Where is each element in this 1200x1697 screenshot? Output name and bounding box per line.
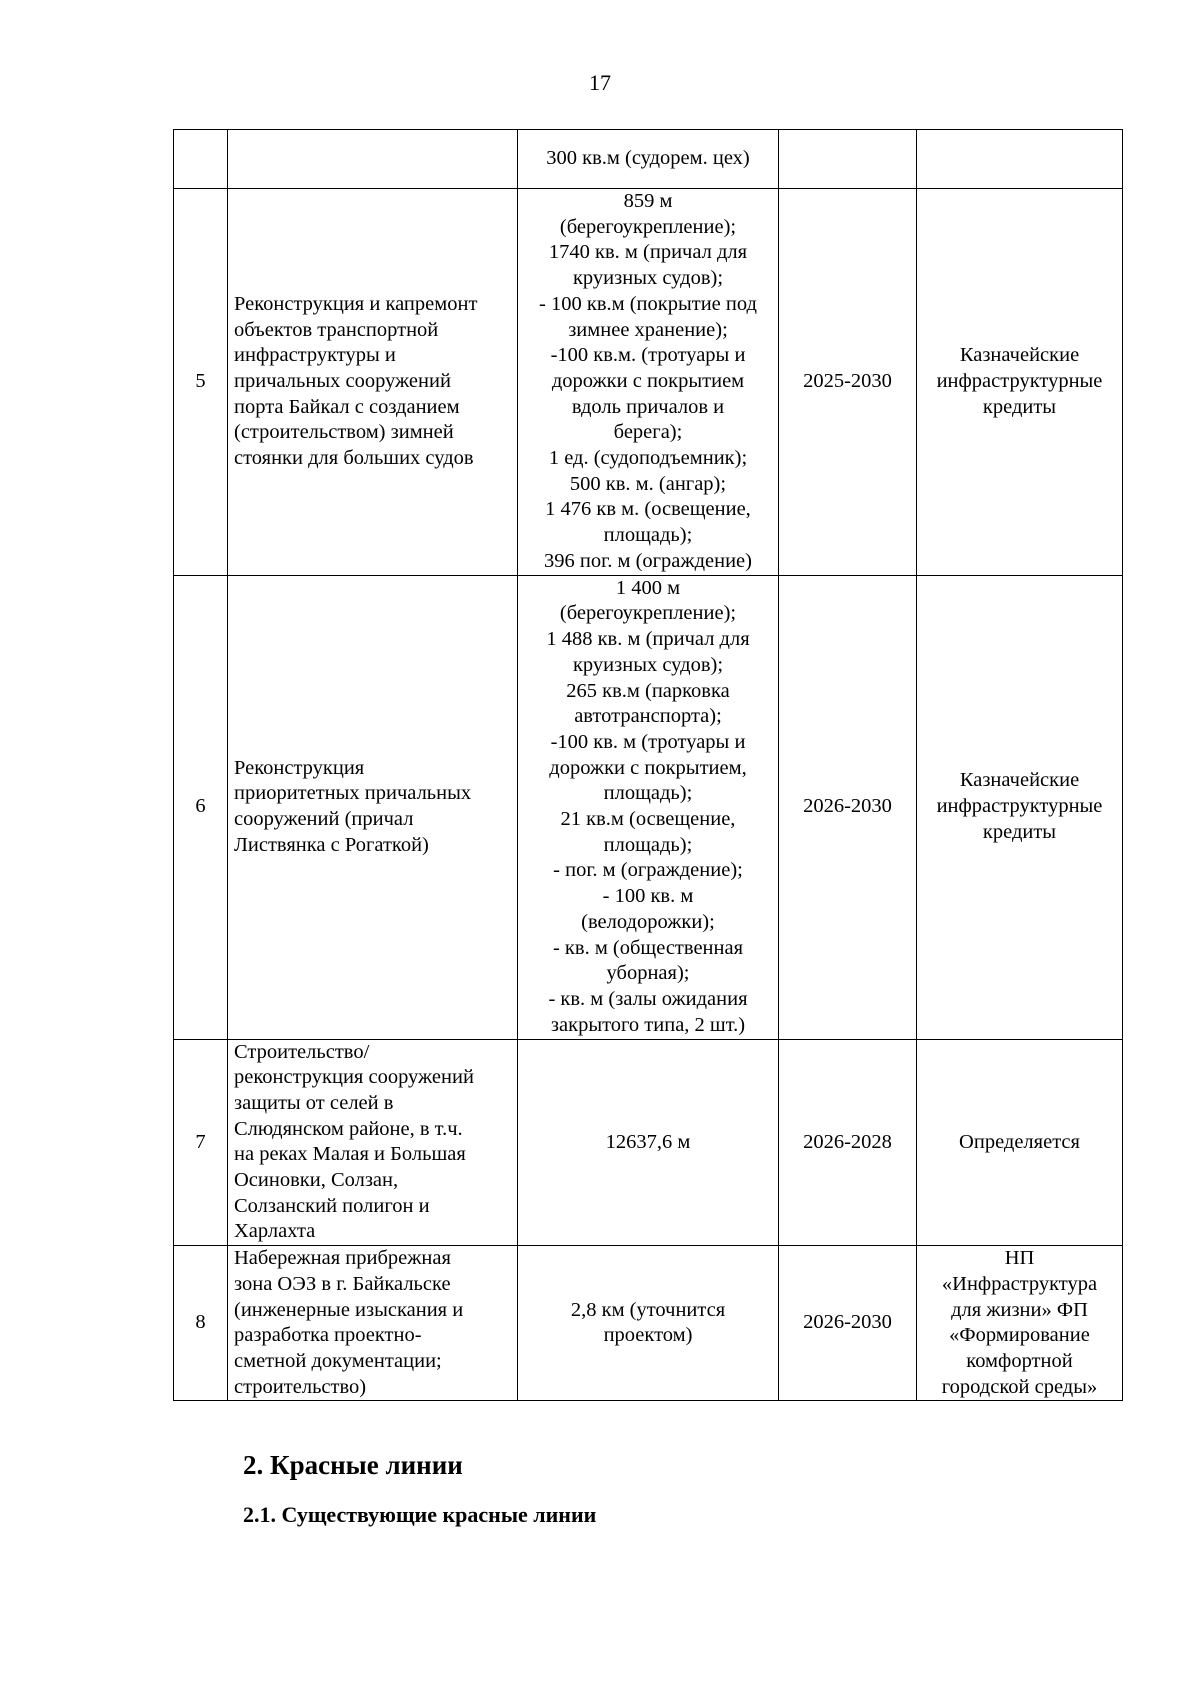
cell-text-line: -100 кв.м. (тротуары и (550, 344, 746, 367)
cell-text-line: уборная); (606, 962, 690, 985)
cell-text-line: Казначейские (959, 769, 1080, 792)
work-name-cell (228, 130, 518, 189)
row-number-cell (174, 130, 228, 189)
cell-text-line: - 100 кв.м (покрытие под (539, 292, 757, 315)
cell-text-line: строительство) (234, 1375, 367, 1398)
cell-text-line: инфраструктурные (936, 795, 1103, 818)
row-number-cell: 8 (174, 1246, 228, 1401)
cell-text-line: 21 кв.м (освещение, (560, 808, 736, 831)
work-period-cell (779, 130, 917, 189)
cell-text-line: 1 400 м (615, 576, 681, 599)
cell-text-line: (берегоукрепление); (559, 602, 737, 625)
cell-text-line: Осиновки, Солзан, (234, 1169, 399, 1192)
cell-text-line: кредиты (982, 395, 1057, 418)
cell-text-line: инфраструктуры и (234, 344, 396, 367)
cell-text-line: -100 кв. м (тротуары и (550, 730, 746, 753)
cell-text-line: (велодорожки); (581, 910, 715, 933)
cell-text-line: порта Байкал с созданием (234, 395, 460, 418)
cell-text-line: НП (1004, 1247, 1035, 1270)
work-name-cell (228, 575, 518, 1039)
work-period-cell: 2025-2030 (779, 189, 917, 576)
cell-text-line: объектов транспортной (234, 318, 439, 341)
cell-text-line: круизных судов); (572, 267, 724, 290)
cell-text-line: разработка проектно- (234, 1324, 422, 1347)
cell-text-line: зимнее хранение); (568, 318, 728, 341)
cell-text-line: закрытого типа, 2 шт.) (550, 1013, 746, 1036)
cell-text-line: Харлахта (234, 1220, 316, 1243)
work-volume-cell (518, 575, 779, 1039)
funding-source-cell (917, 1039, 1123, 1246)
cell-text-line: «Инфраструктура (941, 1272, 1098, 1295)
work-volume-cell (518, 1039, 779, 1246)
cell-text-line: Слюдянском районе, в т.ч. (234, 1117, 463, 1140)
cell-text-line: 12637,6 м (605, 1130, 691, 1153)
cell-text-line: дорожки с покрытием, (549, 756, 747, 779)
cell-text-line: защиты от селей в (234, 1091, 394, 1114)
cell-text-line: 1 ед. (судоподъемник); (548, 447, 748, 470)
cell-text-line: площадь); (603, 782, 693, 805)
work-name-cell (228, 1246, 518, 1401)
cell-text-line: Солзанский полигон и (234, 1194, 430, 1217)
table-row (174, 575, 1123, 1039)
cell-text-line: 265 кв.м (парковка (566, 679, 730, 702)
cell-text-line: реконструкция сооружений (234, 1066, 474, 1089)
cell-text-line: «Формирование (949, 1324, 1090, 1347)
funding-source-cell (917, 1246, 1123, 1401)
cell-text-line: на реках Малая и Большая (234, 1143, 466, 1166)
funding-source-cell (917, 130, 1123, 189)
cell-text-line: Определяется (959, 1130, 1080, 1153)
cell-text-line: вдоль причалов и (571, 395, 725, 418)
work-period-cell: 2026-2030 (779, 1246, 917, 1401)
cell-text-line: 1740 кв. м (причал для (548, 241, 748, 264)
cell-text-line: инфраструктурные (936, 369, 1103, 392)
row-number-cell: 6 (174, 575, 228, 1039)
cell-text-line: приоритетных причальных (234, 782, 472, 805)
cell-text-line: 1 488 кв. м (причал для (546, 628, 750, 651)
works-table (173, 129, 1123, 1401)
table-row (174, 1039, 1123, 1246)
cell-text-line: площадь); (603, 524, 693, 547)
row-number-cell: 7 (174, 1039, 228, 1246)
cell-text-line: 859 м (623, 190, 673, 212)
cell-text-line: 500 кв. м. (ангар); (569, 472, 727, 495)
cell-text-line: берега); (613, 421, 683, 444)
cell-text-line: для жизни» ФП (951, 1298, 1088, 1321)
cell-text-line: (берегоукрепление); (559, 215, 737, 238)
work-period-cell: 2026-2030 (779, 575, 917, 1039)
cell-text-line: комфортной (966, 1349, 1073, 1372)
cell-text-line: дорожки с покрытием (551, 369, 745, 392)
cell-text-line: площадь); (603, 833, 693, 856)
section-heading: 2. Красные линии (243, 1450, 463, 1480)
cell-text-line: сооружений (причал (234, 808, 414, 831)
cell-text-line: кредиты (982, 820, 1057, 843)
cell-text-line: зона ОЭЗ в г. Байкальске (234, 1272, 451, 1295)
cell-text-line: Листвянка с Рогаткой) (234, 833, 429, 856)
row-number-cell: 5 (174, 189, 228, 576)
cell-text-line: Реконструкция (234, 756, 365, 779)
funding-source-cell (917, 575, 1123, 1039)
table-row (174, 189, 1123, 576)
cell-text-line: - кв. м (залы ожидания (548, 987, 748, 1010)
cell-text-line: - 100 кв. м (602, 885, 694, 908)
work-volume-cell (518, 189, 779, 576)
cell-text-line: причальных сооружений (234, 369, 451, 392)
work-period-cell: 2026-2028 (779, 1039, 917, 1246)
page-number: 17 (589, 70, 611, 95)
work-name-cell (228, 189, 518, 576)
cell-text-line: 2,8 км (уточнится (570, 1298, 726, 1321)
section-subheading: 2.1. Существующие красные линии (243, 1502, 597, 1527)
cell-text-line: Набережная прибрежная (234, 1247, 451, 1270)
cell-text-line: Строительство/ (234, 1040, 370, 1063)
funding-source-cell (917, 189, 1123, 576)
cell-text-line: сметной документации; (234, 1349, 442, 1372)
work-volume-cell (518, 1246, 779, 1401)
cell-text-line: Казначейские (959, 344, 1080, 367)
cell-text-line: Реконструкция и капремонт (234, 292, 478, 315)
work-name-cell (228, 1039, 518, 1246)
cell-text-line: городской среды» (941, 1375, 1098, 1398)
cell-text-line: стоянки для больших судов (234, 447, 474, 470)
cell-text-line: автотранспорта); (574, 705, 722, 728)
cell-text-line: - кв. м (общественная (552, 936, 744, 959)
table-row (174, 130, 1123, 189)
cell-text-line: - пог. м (ограждение); (553, 859, 743, 882)
table-row (174, 1246, 1123, 1401)
cell-text-line: (строительством) зимней (234, 421, 454, 444)
cell-text-line: круизных судов); (572, 653, 724, 676)
work-volume-cell (518, 130, 779, 189)
works-table-body (174, 130, 1123, 1401)
cell-text-line: 300 кв.м (судорем. цех) (546, 147, 750, 170)
cell-text-line: 396 пог. м (ограждение) (544, 549, 752, 572)
cell-text-line: проектом) (603, 1324, 693, 1347)
cell-text-line: (инженерные изыскания и (234, 1298, 464, 1321)
cell-text-line: 1 476 кв м. (освещение, (545, 498, 751, 521)
